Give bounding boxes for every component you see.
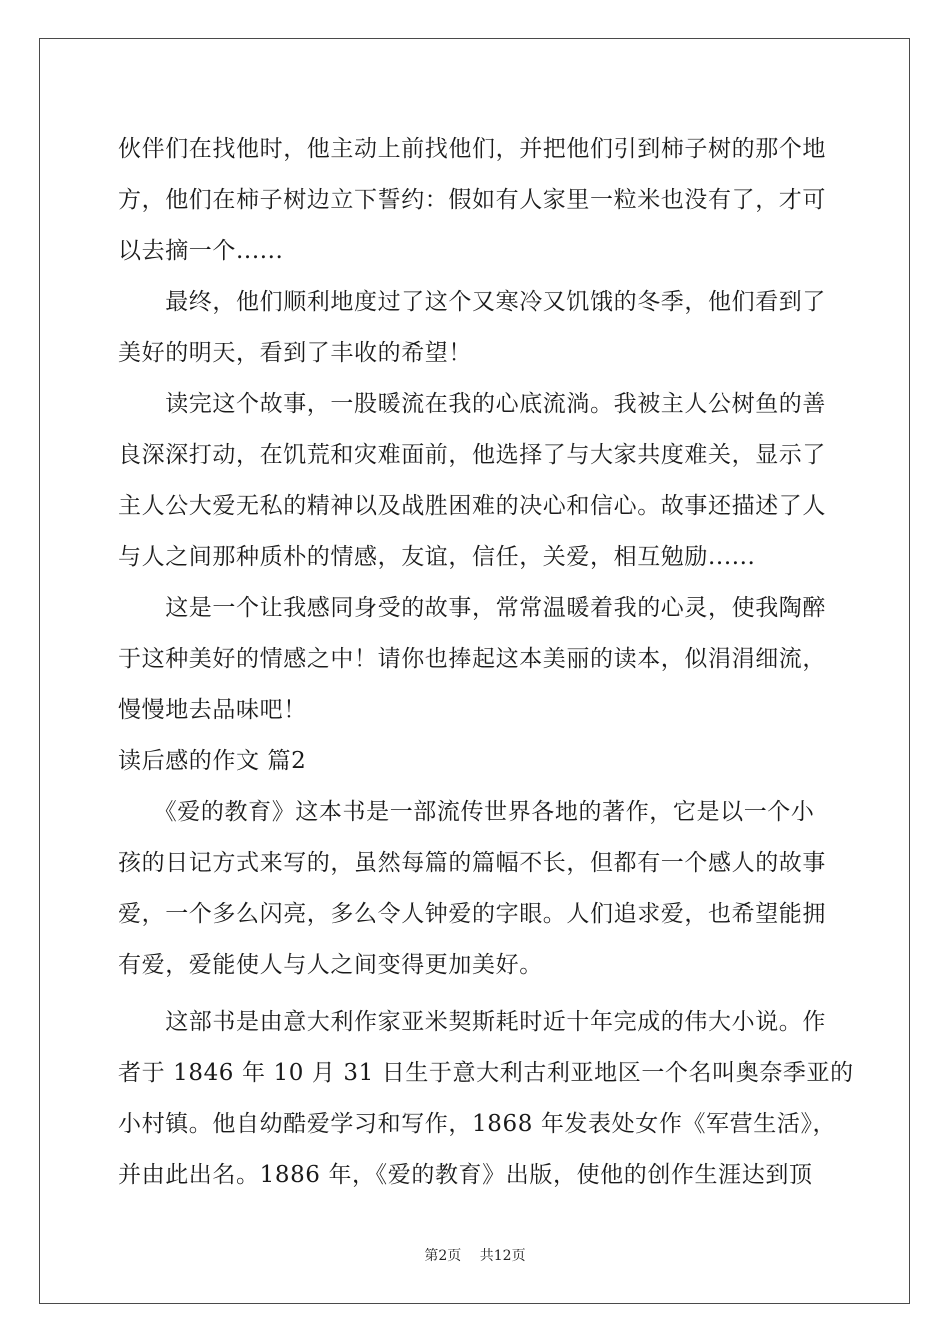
text-line: 这部书是由意大利作家亚米契斯耗时近十年完成的伟大小说。作 bbox=[118, 1009, 826, 1035]
text-line: 主人公大爱无私的精神以及战胜困难的决心和信心。故事还描述了人 bbox=[118, 493, 826, 519]
text-line: 与人之间那种质朴的情感，友谊，信任，关爱，相互勉励...... bbox=[118, 544, 756, 570]
text-line: 慢慢地去品味吧！ bbox=[118, 697, 307, 723]
text-line: 伙伴们在找他时，他主动上前找他们，并把他们引到柿子树的那个地 bbox=[118, 136, 826, 162]
text-line: 良深深打动，在饥荒和灾难面前，他选择了与大家共度难关，显示了 bbox=[118, 442, 826, 468]
text-line: 最终，他们顺利地度过了这个又寒冷又饥饿的冬季，他们看到了 bbox=[118, 289, 826, 315]
text-line: 以去摘一个...... bbox=[118, 238, 284, 264]
text-line: 方，他们在柿子树边立下誓约：假如有人家里一粒米也没有了，才可 bbox=[118, 187, 826, 213]
text-line: 读完这个故事，一股暖流在我的心底流淌。我被主人公树鱼的善 bbox=[118, 391, 826, 417]
text-line: 并由此出名。1886 年，《爱的教育》出版，使他的创作生涯达到顶 bbox=[118, 1162, 813, 1188]
text-line: 者于 1846 年 10 月 31 日生于意大利古利亚地区一个名叫奥奈季亚的 bbox=[118, 1060, 854, 1086]
text-line: 孩的日记方式来写的，虽然每篇的篇幅不长，但都有一个感人的故事 bbox=[118, 850, 826, 876]
text-line: 爱，一个多么闪亮，多么令人钟爱的字眼。人们追求爱，也希望能拥 bbox=[118, 901, 826, 927]
text-line: 这是一个让我感同身受的故事，常常温暖着我的心灵，使我陶醉 bbox=[118, 595, 826, 621]
text-line: 美好的明天，看到了丰收的希望！ bbox=[118, 340, 472, 366]
page-footer bbox=[0, 1245, 950, 1265]
text-line: 有爱，爱能使人与人之间变得更加美好。 bbox=[118, 952, 543, 978]
text-line: 于这种美好的情感之中！请你也捧起这本美丽的读本，似涓涓细流， bbox=[118, 646, 826, 672]
text-line: 《爱的教育》这本书是一部流传世界各地的著作，它是以一个小 bbox=[118, 799, 815, 825]
document-body bbox=[118, 124, 854, 1201]
page-number: 第2页 bbox=[424, 1248, 462, 1264]
page-total: 共12页 bbox=[479, 1248, 526, 1264]
section-heading: 读后感的作文 篇2 bbox=[118, 748, 307, 774]
text-line: 小村镇。他自幼酷爱学习和写作，1868 年发表处女作《军营生活》， bbox=[118, 1111, 837, 1137]
